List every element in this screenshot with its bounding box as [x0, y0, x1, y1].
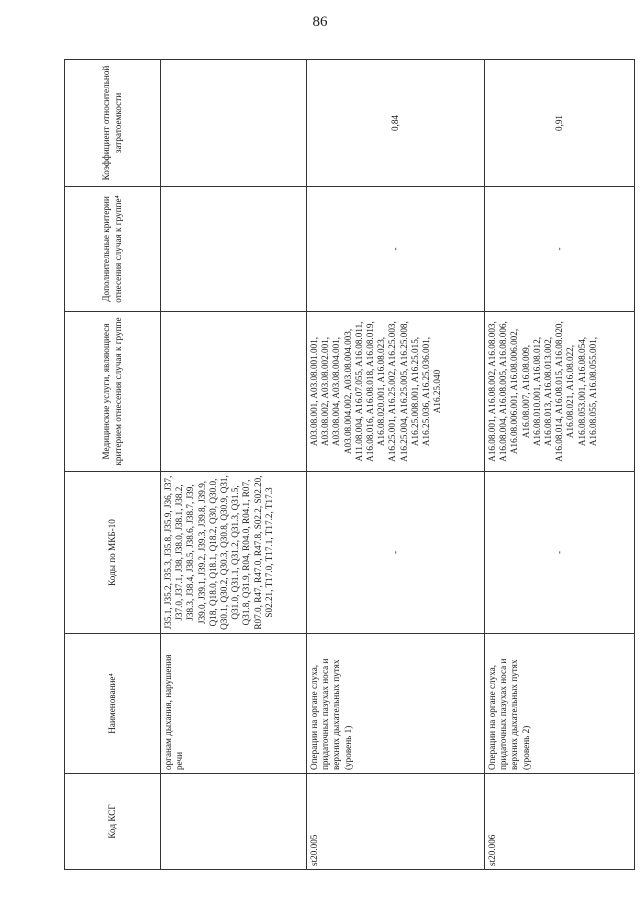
- cell-coef: 0,91: [485, 60, 635, 187]
- table-header-row: [65, 60, 161, 870]
- cell-code: st20.005: [307, 774, 485, 870]
- rotated-table-container: [64, 60, 598, 870]
- table-row: [307, 60, 485, 870]
- cell-criteria: -: [307, 187, 485, 312]
- cell-coef: [161, 60, 307, 187]
- ksg-table: [64, 59, 635, 870]
- header-coef: Коэффициент относительной затратоемкости: [65, 60, 161, 187]
- table-row: [485, 60, 635, 870]
- header-criteria: Дополнительные критерии отнесения случая к группе⁴: [65, 187, 161, 312]
- cell-mkb: J35.1, J35.2, J35.3, J35.8, J35.9, J36, J37, J37.0, J37.1, J38, J38.0, J38.1, J38.2, J38.3, J38.4, J38.5, J38.6, J38.7, J39, J39.0, J39.1, J39.2, J39.3, J39.8, J39.9, Q18, Q18.0, Q18.1, Q18.2, Q30, Q30.0, Q30.1, Q30.2, Q30.3, Q30.8, Q30.9, Q31, Q31.0, Q31.1, Q31.2, Q31.3, Q31.5, Q31.8, Q31.9, R04, R04.0, R04.1, R07, R07.0, R47, R47.0, R47.8, S02.2, S02.20, S02.21, T17.0, T17.1, T17.2, T17.3: [161, 472, 307, 634]
- cell-name: Операции на органе слуха, придаточных пазухах носа и верхних дыхательных путях (уровень 2): [485, 634, 635, 774]
- cell-code: [161, 774, 307, 870]
- cell-name: Операции на органе слуха, придаточных пазухах носа и верхних дыхательных путях (уровень 1): [307, 634, 485, 774]
- table-row: [161, 60, 307, 870]
- cell-name: органам дыхания, нарушения речи: [161, 634, 307, 774]
- header-services: Медицинские услуги, являющиеся критерием отнесения случая к группе: [65, 312, 161, 472]
- cell-services: A03.08.001, A03.08.001.001, A03.08.002, A03.08.002.001, A03.08.004, A03.08.004.001, A03.08.004.002, A03.08.004.003, A11.08.004, A16.07.055, A16.08.011, A16.08.016, A16.08.018, A16.08.019, A16.08.020.001, A16.08.023, A16.25.001, A16.25.002, A16.25.003, A16.25.004, A16.25.005, A16.25.008, A16.25.008.001, A16.25.015, A16.25.036, A16.25.036.001, A16.25.040: [307, 312, 485, 472]
- header-name: Наименование⁴: [65, 634, 161, 774]
- header-code: Код КСГ: [65, 774, 161, 870]
- cell-mkb: -: [485, 472, 635, 634]
- cell-services: [161, 312, 307, 472]
- cell-coef: 0,84: [307, 60, 485, 187]
- header-mkb: Коды по МКБ-10: [65, 472, 161, 634]
- cell-mkb: -: [307, 472, 485, 634]
- cell-criteria: [161, 187, 307, 312]
- page-number: 86: [312, 14, 328, 30]
- cell-criteria: -: [485, 187, 635, 312]
- cell-code: st20.006: [485, 774, 635, 870]
- cell-services: A16.08.001, A16.08.002, A16.08.003, A16.08.004, A16.08.005, A16.08.006, A16.08.006.001, A16.08.006.002, A16.08.007, A16.08.009, A16.08.010.001, A16.08.012, A16.08.013, A16.08.013.002, A16.08.014, A16.08.015, A16.08.020, A16.08.021, A16.08.022, A16.08.053.001, A16.08.054, A16.08.055, A16.08.055.001,: [485, 312, 635, 472]
